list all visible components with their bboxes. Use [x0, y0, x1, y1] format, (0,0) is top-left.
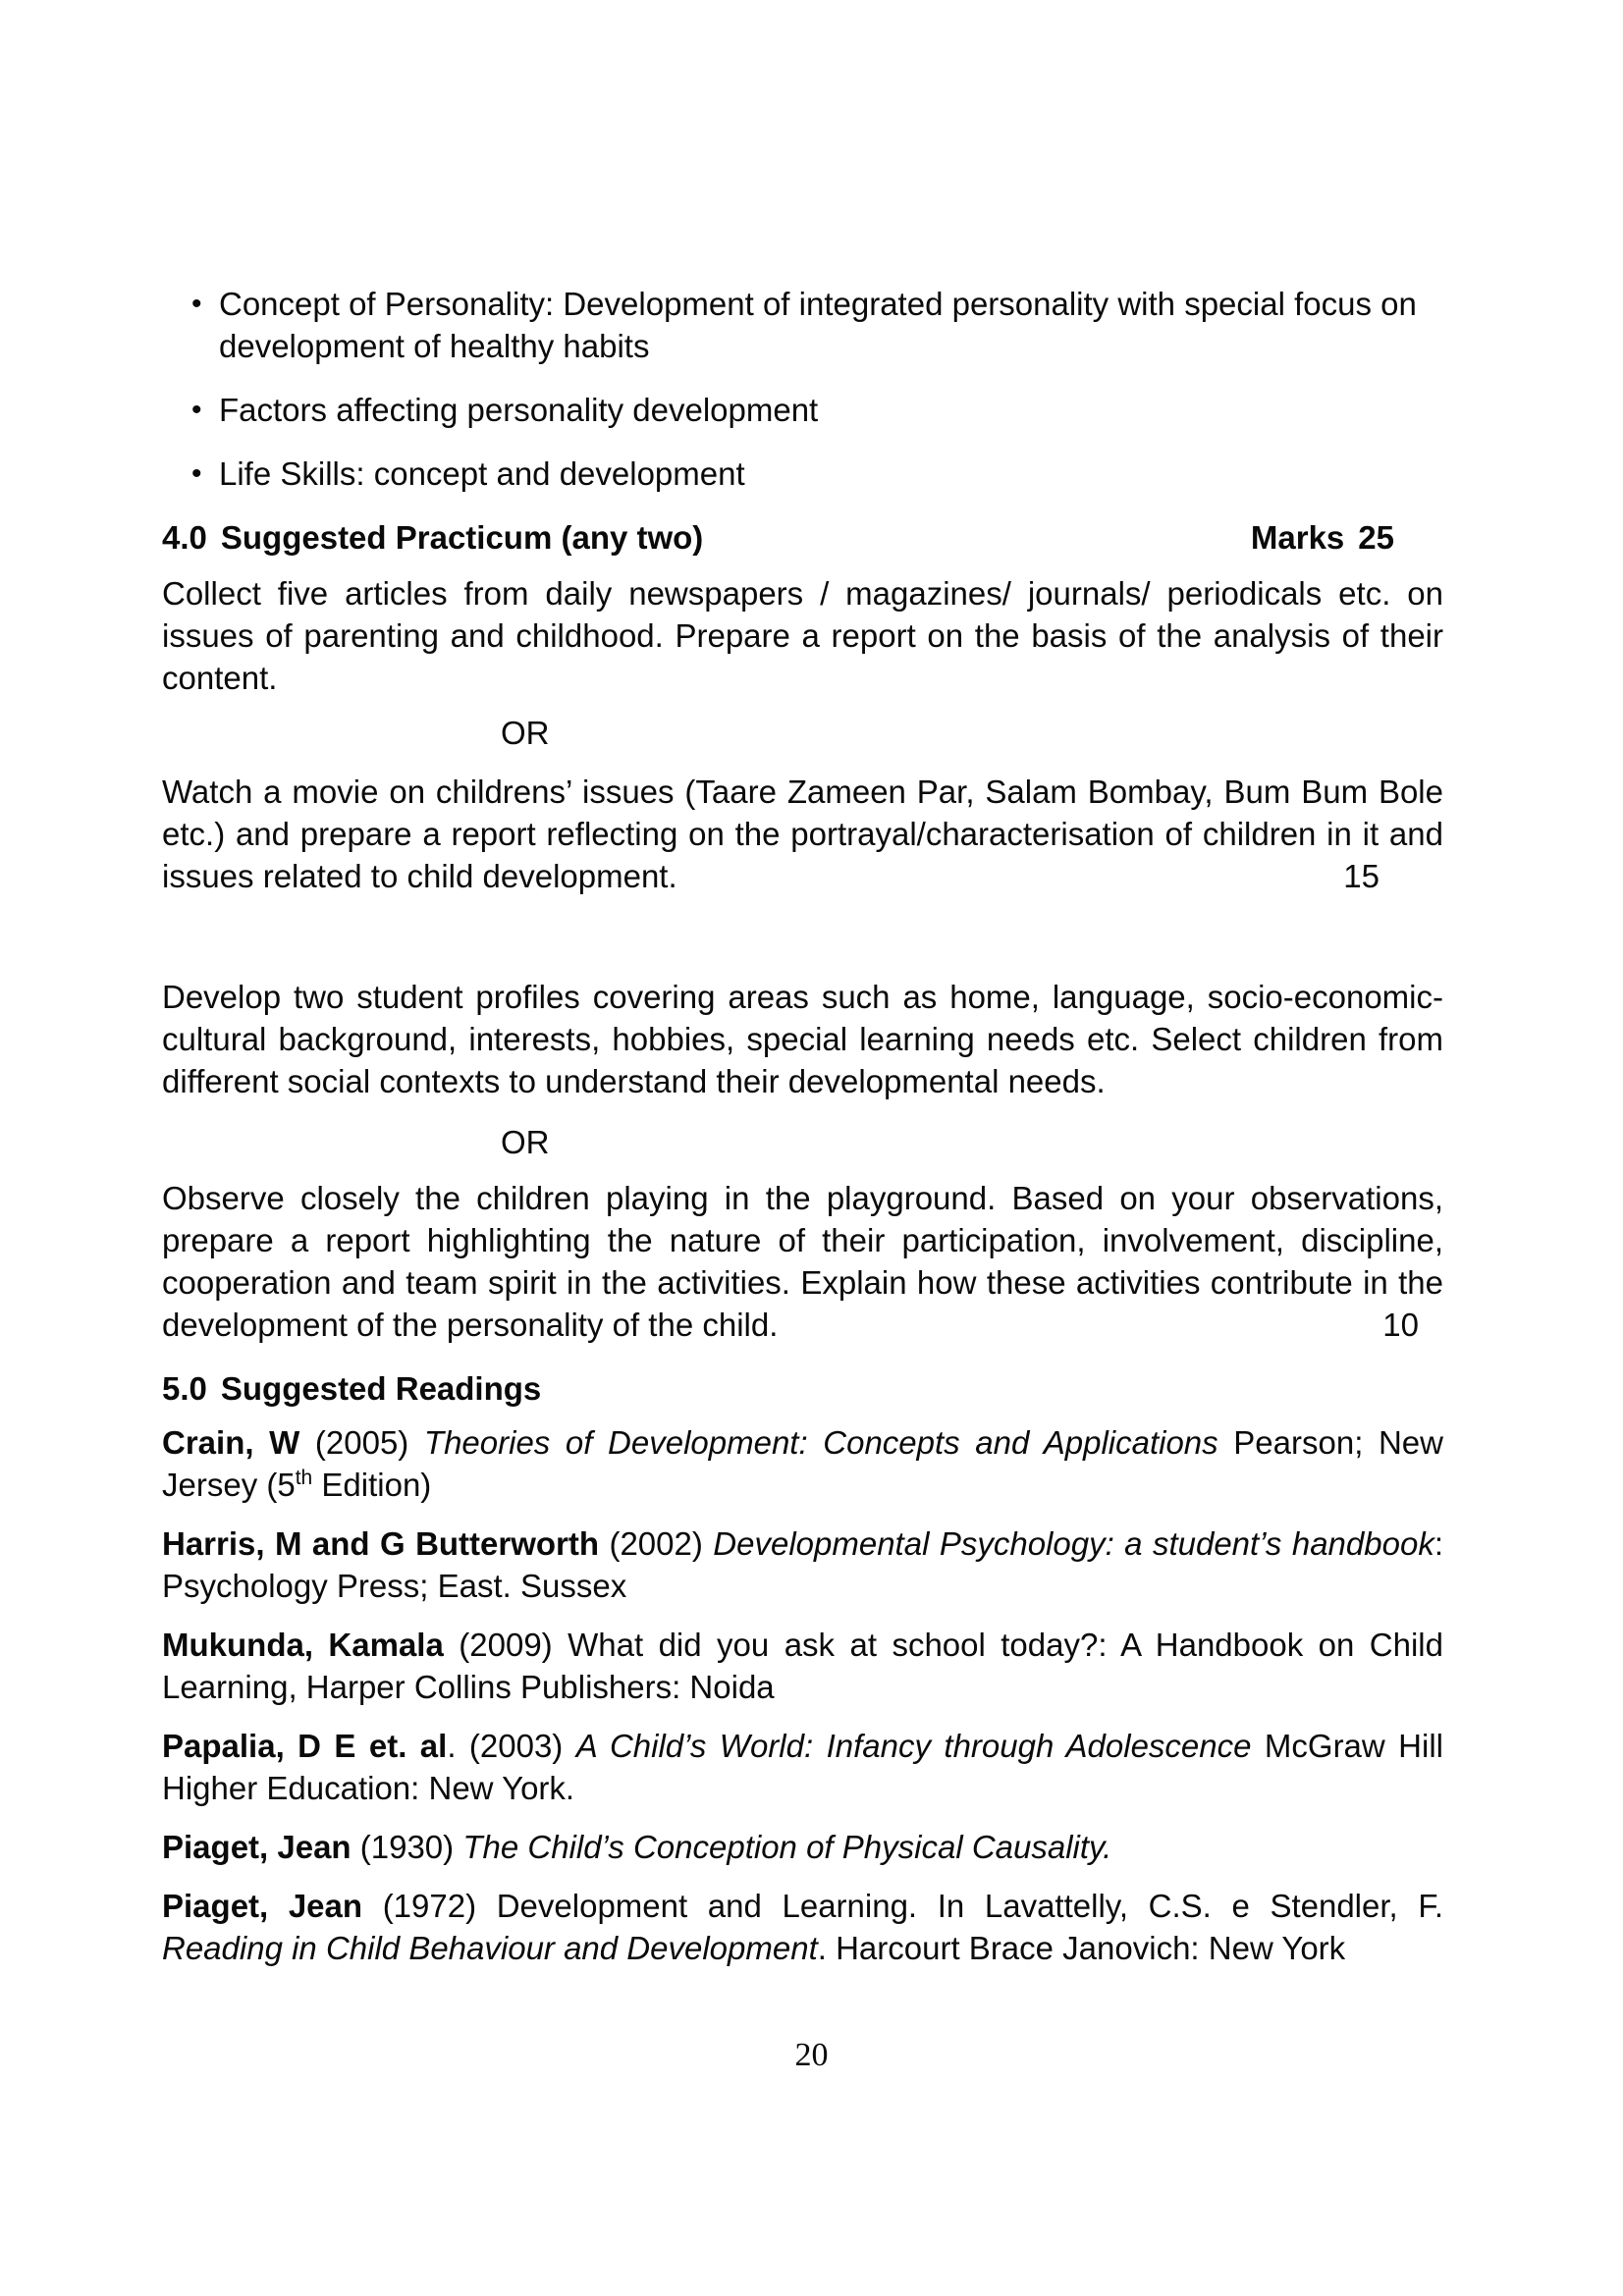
section-title: Suggested Practicum (any two)	[220, 519, 704, 556]
reference-author: Piaget, Jean	[162, 1829, 352, 1865]
reference-title: Reading in Child Behaviour and Development	[162, 1930, 818, 1966]
bullet-text: Life Skills: concept and development	[219, 455, 745, 492]
reference-author: Papalia, D E et. al	[162, 1728, 448, 1764]
practicum-paragraph-1: Collect five articles from daily newspapers / magazines/ journals/ periodicals etc. on issues of parenting and childhood. Prepare a report on the basis of the analysis of their content.	[162, 575, 1443, 696]
reference-author: Piaget, Jean	[162, 1888, 363, 1924]
reference-text: (1972) Development and Learning. In Lavattelly, C.S. e Stendler, F.	[362, 1888, 1444, 1924]
section-heading-readings	[162, 1367, 1443, 1410]
practicum-paragraph-2	[162, 771, 1443, 897]
marks-value: 15	[1343, 858, 1380, 894]
section-heading-left	[162, 1367, 541, 1410]
section-heading-practicum	[162, 516, 1443, 559]
reference-text: (1930)	[351, 1829, 463, 1865]
reference-text: Edition)	[312, 1467, 432, 1503]
section-title: Suggested Readings	[220, 1370, 542, 1407]
reference-text: . Harcourt Brace Janovich: New York	[817, 1930, 1346, 1966]
marks-value: 10	[1382, 1307, 1419, 1343]
reference-text: (2005)	[299, 1424, 424, 1461]
bullet-icon: •	[191, 288, 202, 320]
reference-author: Crain, W	[162, 1424, 300, 1461]
or-separator: OR	[501, 715, 550, 751]
superscript-ordinal: th	[295, 1467, 313, 1489]
list-item	[162, 453, 1443, 495]
section-heading-left	[162, 516, 703, 559]
bullet-icon: •	[191, 457, 202, 490]
reference-text: : Psychology Press; East. Sussex	[162, 1525, 1443, 1604]
reference-entry-crain	[162, 1421, 1443, 1506]
practicum-paragraph-3: Develop two student profiles covering areas such as home, language, socio-economic-cultural background, interests, hobbies, special learning needs etc. Select children from different social contexts to understand their developmental needs.	[162, 979, 1443, 1099]
reference-entry-piaget-1930	[162, 1826, 1443, 1868]
reference-author: Harris, M and G Butterworth	[162, 1525, 600, 1562]
bullet-text: Concept of Personality: Development of integrated personality with special focus on development of healthy habits	[219, 286, 1417, 364]
section-number: 5.0	[162, 1370, 207, 1407]
list-item	[162, 389, 1443, 431]
reference-title: Theories of Development: Concepts and Applications	[423, 1424, 1218, 1461]
reference-entry-mukunda	[162, 1624, 1443, 1708]
practicum-paragraph-4	[162, 1177, 1443, 1346]
list-item	[162, 283, 1443, 367]
page-number: 20	[794, 2037, 829, 2073]
reference-text: (2009) What did you ask at school today?: A Handbook on Child Learning, Harper Collins Publishers: Noida	[162, 1627, 1443, 1705]
reference-text: McGraw Hill Higher Education: New York.	[162, 1728, 1443, 1806]
marks-value: 25	[1358, 519, 1394, 556]
reference-text: . (2003)	[447, 1728, 576, 1764]
bullet-icon: •	[191, 394, 202, 426]
practicum-text: Watch a movie on childrens’ issues (Taare Zameen Par, Salam Bombay, Bum Bum Bole etc.) and prepare a report reflecting on the portrayal/characterisation of children in it and issues related to child development.	[162, 774, 1443, 894]
reference-entry-harris	[162, 1522, 1443, 1607]
marks-total	[1251, 516, 1394, 559]
or-separator: OR	[501, 1124, 550, 1160]
reference-title: The Child’s Conception of Physical Causality.	[462, 1829, 1112, 1865]
reference-author: Mukunda, Kamala	[162, 1627, 444, 1663]
reference-text: (2002)	[599, 1525, 714, 1562]
reference-entry-piaget-1972	[162, 1885, 1443, 1969]
reference-entry-papalia	[162, 1725, 1443, 1809]
bullet-text: Factors affecting personality development	[219, 392, 819, 428]
reference-text: Pearson; New Jersey (5	[162, 1424, 1443, 1503]
marks-label: Marks	[1250, 519, 1345, 556]
reference-title: A Child’s World: Infancy through Adolescence	[575, 1728, 1252, 1764]
practicum-text: Observe closely the children playing in the playground. Based on your observations, prepare a report highlighting the nature of their participation, involvement, discipline, cooperation and team spirit in the activities. Explain how these activities contribute in the development of the personality of the child.	[162, 1180, 1443, 1343]
reference-title: Developmental Psychology: a student’s handbook	[713, 1525, 1434, 1562]
section-number: 4.0	[162, 519, 207, 556]
